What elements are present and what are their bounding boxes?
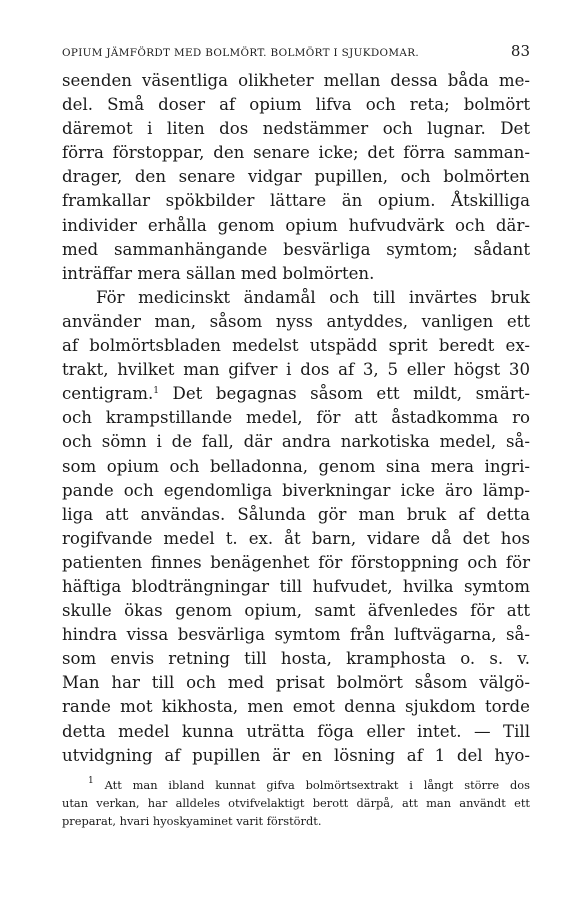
text-line-with-footnote (62, 382, 530, 406)
text-line: Man har till och med prisat bolmört såsom välgö- (62, 673, 530, 693)
text-line: däremot i liten dos nedstämmer och lugnar. Det (62, 119, 530, 139)
text-line: häftiga blodträngningar till hufvudet, hvilka symtom (62, 576, 530, 596)
text-line: förra förstoppar, den senare icke; det förra samman- (62, 143, 530, 163)
footnote-line: utan verkan, har alldeles otvifvelaktigt berott därpå, att man användt ett (62, 796, 530, 810)
text-line: utvidgning af pupillen är en lösning af 1 del hyo- (62, 745, 530, 765)
text-line: hindra vissa besvärliga symtom från luftvägarna, så- (62, 625, 530, 645)
text-line: rande mot kikhosta, men emot denna sjukdom torde (62, 697, 530, 717)
text-line: inträffar mera sällan med bolmörten. (62, 263, 375, 283)
text-line: som opium och belladonna, genom sina mera ingri- (62, 456, 530, 476)
text-line: trakt, hvilket man gifver i dos af 3, 5 eller högst 30 (62, 360, 530, 380)
line-text: Det begagnas såsom ett mildt, smärt- (158, 384, 530, 404)
text-line: rogifvande medel t. ex. åt barn, vidare då det hos (62, 528, 530, 548)
footnote-marker: 1 (88, 776, 94, 786)
text-line: individer erhålla genom opium hufvudvärk och där- (62, 215, 530, 235)
footnote-reference: 1 (153, 386, 159, 397)
footnote-line: preparat, hvari hyoskyaminet varit förstördt. (62, 814, 322, 828)
text-line: framkallar spökbilder lättare än opium. Åtskilliga (62, 191, 530, 211)
text-line: och krampstillande medel, för att åstadkomma ro (62, 408, 530, 428)
text-line: som envis retning till hosta, kramphosta o. s. v. (62, 649, 530, 669)
footnote-line (62, 776, 530, 794)
text-line: seenden väsentliga olikheter mellan dessa båda me- (62, 71, 530, 90)
text-line: del. Små doser af opium lifva och reta; bolmört (62, 95, 530, 115)
footnote (62, 776, 530, 830)
text-line: patienten finnes benägenhet för förstoppning och för (62, 552, 530, 572)
text-line: af bolmörtsbladen medelst utspädd sprit beredt ex- (62, 336, 530, 356)
footnote-text: Att man ibland kunnat gifva bolmörtsextrakt i långt större dos (93, 778, 530, 792)
text-line: detta medel kunna uträtta föga eller intet. — Till (62, 721, 530, 741)
running-head: OPIUM JÄMFÖRDT MED BOLMÖRT. BOLMÖRT I SJUKDOMAR. (62, 47, 420, 59)
text-line: med sammanhängande besvärliga symtom; sådant (62, 239, 530, 259)
text-line: pande och egendomliga biverkningar icke äro lämp- (62, 480, 530, 500)
page-number: 83 (510, 42, 530, 60)
body-text (62, 69, 530, 768)
text-line: drager, den senare vidgar pupillen, och bolmörten (62, 167, 530, 187)
line-text: centigram. (62, 384, 154, 404)
text-line: använder man, såsom nyss antyddes, vanligen ett (62, 311, 530, 331)
text-line: och sömn i de fall, där andra narkotiska medel, så- (62, 432, 530, 452)
page-header (62, 42, 530, 60)
paragraph-start-line: För medicinskt ändamål och till invärtes bruk (96, 287, 530, 307)
text-line: skulle ökas genom opium, samt äfvenledes för att (62, 601, 530, 621)
text-line: liga att användas. Sålunda gör man bruk af detta (62, 504, 530, 524)
